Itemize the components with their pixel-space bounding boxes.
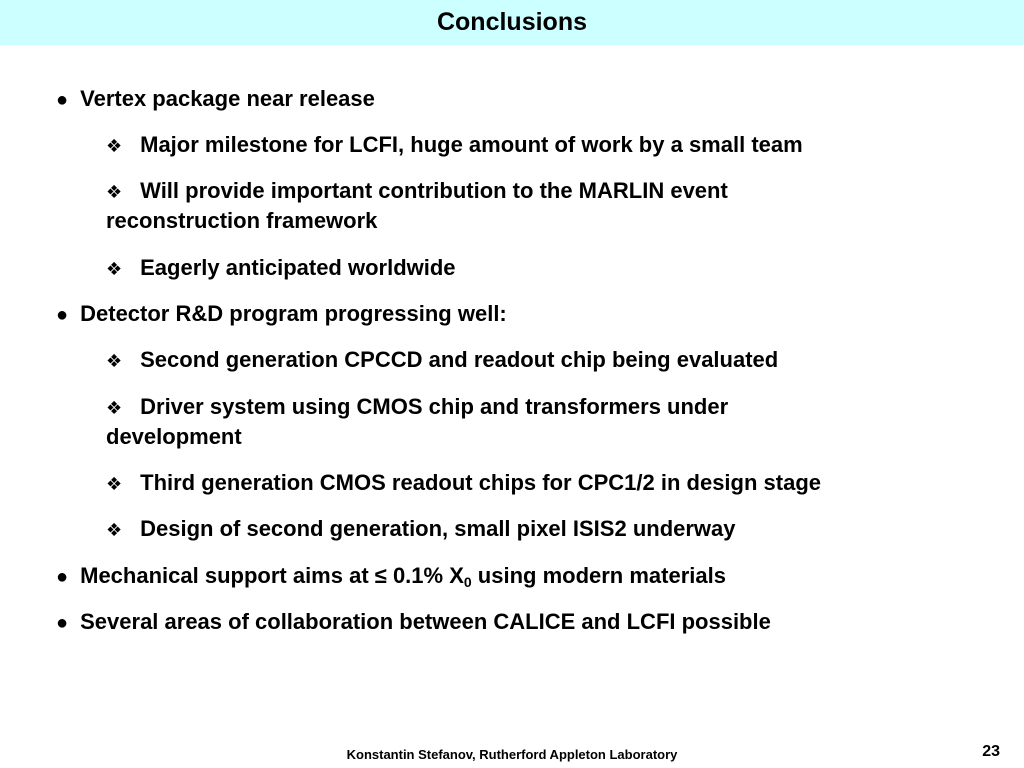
bullet-item [56, 607, 771, 638]
sub-bullet-item [106, 392, 728, 423]
four-diamond-bullet-icon: ❖ [106, 351, 123, 371]
bullet-item [56, 299, 507, 330]
bullet-text [80, 563, 726, 588]
page-number: 23 [982, 743, 1000, 760]
bullet-text-part: Mechanical support aims at ≤ 0.1% X [80, 563, 464, 588]
sub-bullet-item [106, 176, 728, 207]
sub-bullet-text: reconstruction framework [106, 208, 378, 233]
sub-bullet-item [106, 514, 736, 545]
four-diamond-bullet-icon: ❖ [106, 520, 123, 540]
sub-bullet-text: Major milestone for LCFI, huge amount of work by a small team [140, 132, 803, 157]
bullet-text: Vertex package near release [80, 86, 375, 111]
sub-bullet-text: Will provide important contribution to the MARLIN event [140, 178, 728, 203]
four-diamond-bullet-icon: ❖ [106, 182, 123, 202]
filled-circle-bullet-icon: ● [56, 89, 69, 111]
bullet-item [56, 84, 375, 115]
sub-bullet-continuation [106, 422, 242, 452]
sub-bullet-item [106, 345, 778, 376]
filled-circle-bullet-icon: ● [56, 566, 69, 588]
four-diamond-bullet-icon: ❖ [106, 474, 123, 494]
four-diamond-bullet-icon: ❖ [106, 259, 123, 279]
four-diamond-bullet-icon: ❖ [106, 136, 123, 156]
sub-bullet-item [106, 253, 456, 284]
subscript: 0 [463, 574, 472, 590]
sub-bullet-text: Second generation CPCCD and readout chip being evaluated [140, 347, 779, 372]
sub-bullet-text: Driver system using CMOS chip and transformers under [140, 394, 729, 419]
sub-bullet-continuation [106, 206, 377, 236]
sub-bullet-item [106, 130, 803, 161]
sub-bullet-text: development [106, 424, 242, 449]
four-diamond-bullet-icon: ❖ [106, 398, 123, 418]
filled-circle-bullet-icon: ● [56, 612, 69, 634]
bullet-text: Several areas of collaboration between CALICE and LCFI possible [80, 609, 771, 634]
footer-credit: Konstantin Stefanov, Rutherford Appleton Laboratory [346, 747, 678, 762]
bullet-text-part: using modern materials [471, 563, 726, 588]
slide-title: Conclusions [436, 8, 587, 36]
sub-bullet-text: Eagerly anticipated worldwide [140, 255, 456, 280]
bullet-item [56, 561, 726, 592]
sub-bullet-text: Third generation CMOS readout chips for CPC1/2 in design stage [140, 470, 821, 495]
bullet-text: Detector R&D program progressing well: [80, 301, 507, 326]
filled-circle-bullet-icon: ● [56, 304, 69, 326]
sub-bullet-text: Design of second generation, small pixel ISIS2 underway [140, 516, 736, 541]
sub-bullet-item [106, 468, 821, 499]
